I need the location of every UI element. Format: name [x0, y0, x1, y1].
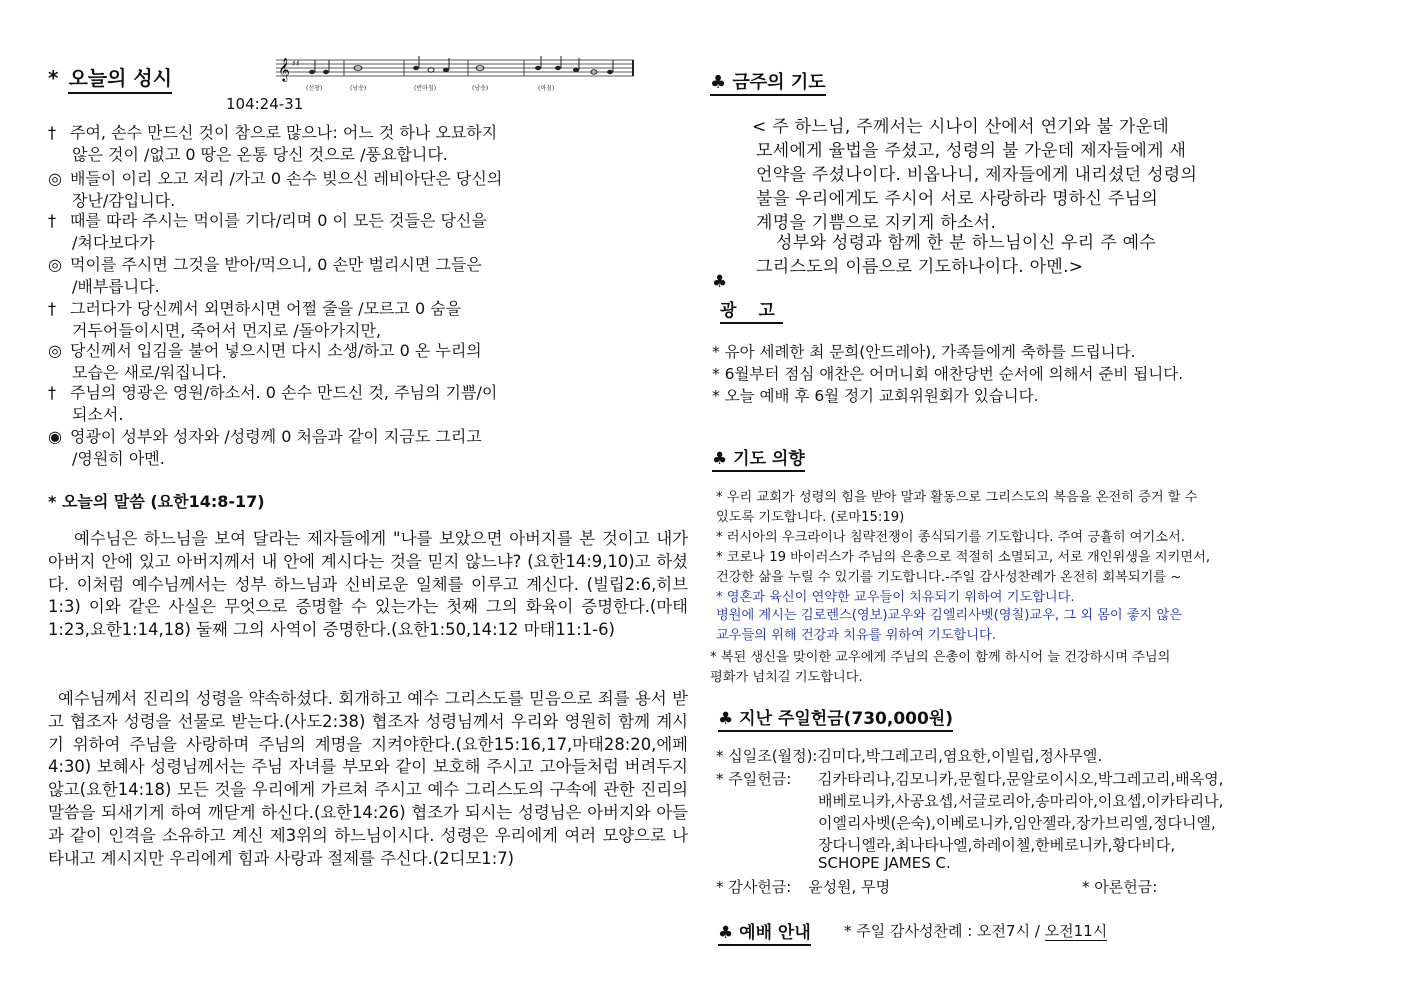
prayer-line: 그리스도의 이름으로 기도하나이다. 아멘.> [756, 257, 1084, 277]
ads-title: 광 고 [720, 296, 783, 321]
note-label-1: (선창) [306, 85, 323, 92]
psalm-line-text: 때를 따라 주시는 먹이를 기다/리며 0 이 모든 것들은 당신을 [70, 211, 487, 230]
intention-line: 병원에 계시는 김로렌스(영보)교우와 김엘리사벳(영칠)교우, 그 외 몸이 좋지 않은 [716, 608, 1182, 623]
svg-text:♯♯: ♯♯ [292, 59, 300, 68]
psalm-line-symbol: † [48, 211, 56, 230]
psalm-line-text: 영광이 성부와 성자와 /성령께 0 처음과 같이 지금도 그리고 [70, 427, 482, 446]
aaron-offering-label: * 아론헌금: [1082, 878, 1158, 896]
prayer-line: 언약을 주셨나이다. 비옵나니, 제자들에게 내리셨던 성령의 [756, 165, 1198, 185]
prayer-line: 불을 우리에게도 주시어 서로 사랑하라 명하신 주님의 [756, 189, 1159, 209]
service-text: * 주일 감사성찬례 : 오전7시 / [844, 922, 1045, 940]
prayer-line: < 주 하느님, 주께서는 시나이 산에서 연기와 불 가운데 [752, 117, 1170, 137]
intention-line: 있도록 기도합니다. (로마15:19) [716, 510, 905, 525]
psalm-line-text: 먹이를 주시면 그것을 받아/먹으니, 0 손만 벌리시면 그들은 [70, 255, 482, 274]
psalm-line-text: 주님의 영광은 영원/하소서. 0 손수 만드신 것, 주님의 기쁨/이 [70, 383, 498, 402]
prayer-title: ♣ 금주의 기도 [710, 68, 826, 94]
club-symbol: ♣ [712, 272, 728, 292]
psalm-line-continuation: 장난/감입니다. [72, 191, 176, 210]
intention-line: * 복된 생신을 맞이한 교우에게 주님의 은총이 함께 하시어 늘 건강하시며 주님의 [710, 650, 1171, 665]
psalm-line-symbol: ◎ [48, 341, 62, 360]
note-label-4: (낭송) [472, 85, 489, 92]
service-title: ♣ 예배 안내 [718, 918, 811, 943]
ad-item: * 6월부터 점심 애찬은 어머니회 애찬당번 순서에 의해서 준비 됩니다. [712, 365, 1184, 383]
psalm-line-symbol: † [48, 383, 56, 402]
psalm-line [48, 338, 482, 361]
word-title: * 오늘의 말씀 (요한14:8-17) [48, 492, 265, 511]
sunday-offering-line: 배베로니카,사공요셉,서글로리아,송마리아,이요셉,이카타리나, [818, 792, 1224, 810]
psalm-line-continuation: /쳐다보다가 [72, 233, 155, 252]
intention-line: 교우들의 위해 건강과 치유를 위하여 기도합니다. [716, 628, 996, 643]
word-paragraph-2: 예수님께서 진리의 성령을 약속하셨다. 회개하고 예수 그리스도를 믿음으로 죄를 용서 받고 협조자 성령을 선물로 받는다.(사도2:38) 협조자 성령님께서 우리와 영원히 함께 계시기 위하여 주님을 사랑하며 주님의 계명을 지켜야한다.(요한15:16,17,마태28:20,에페4:30) 보혜사 성령님께서는 주님 자녀를 부모와 같이 보호해 주시고 고아들처럼 버려두지 않고(요한14:18) 모든 것을 우리에게 가르쳐 주시고 예수 그리스도의 구속에 관한 진리의 말씀을 되새기게 하여 깨닫게 하신다.(요한14:26) 협조가 되시는 성령님은 아버지와 아들과 같이 인격을 소유하고 계신 제3위의 하느님이시다. 성령은 우리에게 여러 모양으로 나타내고 계시지만 우리에게 힘과 사랑과 절제를 주신다.(2디모1:7) [48, 689, 688, 868]
note-label-2: (낭송) [350, 85, 367, 92]
tithe-row [716, 745, 1102, 766]
psalm-line-text: 당신께서 입김을 불어 넣으시면 다시 소생/하고 0 온 누리의 [70, 341, 482, 360]
ad-item: * 오늘 예배 후 6월 정기 교회위원회가 있습니다. [712, 387, 1039, 405]
psalm-reference: 104:24-31 [226, 95, 304, 113]
psalm-line-continuation: /배부릅니다. [72, 277, 160, 296]
note-label-5: (마침) [538, 85, 555, 92]
tithe-names: 김미다,박그레고리,염요한,이빌립,정사무엘. [817, 747, 1103, 765]
psalm-line-symbol: † [48, 123, 56, 142]
word-paragraph-1: 예수님은 하느님을 보여 달라는 제자들에게 "나를 보았으면 아버지를 본 것이고 내가 아버지 안에 있고 아버지께서 내 안에 계시다는 것을 믿지 않느냐? (요한14:9,10)고 하셨다. 이처럼 예수님께서는 성부 하느님과 신비로운 일체를 이루고 계신다. (빌립2:6,히브1:3) 이와 같은 사실은 무엇으로 증명할 수 있는가는 첫째 그의 화육이 증명한다.(마태1:23,요한1:14,18) 둘째 그의 사역이 증명한다.(요한1:50,14:12 마태11:1-6) [48, 529, 688, 640]
thanks-label: * 감사헌금: [716, 878, 792, 896]
sunday-offering-line: SCHOPE JAMES C. [818, 854, 951, 872]
psalm-title [48, 62, 172, 91]
psalm-title-marker: * [48, 66, 59, 90]
psalm-line [48, 252, 482, 275]
thanks-row [716, 876, 890, 897]
music-staff [276, 54, 634, 98]
psalm-line-text: 주여, 손수 만드신 것이 참으로 많으나: 어느 것 하나 오묘하지 [70, 123, 498, 142]
psalm-line-symbol: ◉ [48, 427, 62, 446]
psalm-line-text: 배들이 이리 오고 저리 /가고 0 손수 빚으신 레비아단은 당신의 [70, 169, 503, 188]
intention-line: * 코로나 19 바이러스가 주님의 은총으로 적절히 소멸되고, 서로 개인위생을 지키면서, [716, 550, 1211, 565]
ad-item: * 유아 세례한 최 문희(안드레아), 가족들에게 축하를 드립니다. [712, 343, 1136, 361]
psalm-line [48, 166, 502, 189]
sunday-offering-line: 김카타리나,김모니카,문힐다,문알로이시오,박그레고리,배옥영, [818, 770, 1224, 788]
prayer-line: 모세에게 율법을 주셨고, 성령의 불 가운데 제자들에게 새 [756, 141, 1187, 161]
psalm-line-continuation: 되소서. [72, 405, 124, 424]
intention-line: 건강한 삶을 누릴 수 있기를 기도합니다.-주일 감사성찬례가 온전히 회복되기를 ~ [716, 570, 1182, 585]
prayer-line: 성부와 성령과 함께 한 분 하느님이신 우리 주 예수 [776, 233, 1157, 253]
psalm-line [48, 380, 497, 403]
intention-line: * 영혼과 육신이 연약한 교우들이 치유되기 위하여 기도합니다. [716, 590, 1075, 605]
note-label-3: (반마침) [414, 85, 437, 92]
psalm-title-text: 오늘의 성시 [68, 66, 172, 94]
prayer-line: 계명을 기쁨으로 지키게 하소서. [756, 213, 997, 233]
psalm-line-continuation: 않은 것이 /없고 0 땅은 온통 당신 것으로 /풍요합니다. [72, 145, 448, 164]
psalm-line-continuation: /영원히 아멘. [72, 449, 165, 468]
sunday-offering-line: 장다니엘라,최나타나엘,하레이첼,한베로니카,황다비다, [818, 836, 1176, 854]
psalm-line-symbol: ◎ [48, 255, 62, 274]
psalm-line-symbol: ◎ [48, 169, 62, 188]
psalm-line [48, 120, 497, 143]
service-info [844, 920, 1107, 941]
psalm-line [48, 424, 482, 447]
psalm-line-text: 그러다가 당신께서 외면하시면 어쩔 줄을 /모르고 0 숨을 [70, 299, 462, 318]
psalm-line-symbol: † [48, 299, 56, 318]
intention-line: * 우리 교회가 성령의 힘을 받아 말과 활동으로 그리스도의 복음을 온전히 증거 할 수 [716, 490, 1198, 505]
intention-line: * 러시아의 우크라이나 침략전쟁이 종식되기를 기도합니다. 주여 긍휼히 여기소서. [716, 530, 1185, 545]
tithe-label: * 십일조(월정): [716, 747, 818, 765]
intention-line: 평화가 넘치길 기도합니다. [710, 670, 863, 685]
offering-title: ♣ 지난 주일헌금(730,000원) [718, 704, 953, 729]
psalm-line-continuation: 거두어들이시면, 죽어서 먼지로 /돌아가지만, [72, 321, 382, 340]
sunday-offering-label: * 주일헌금: [716, 770, 792, 788]
service-time-11: 오전11시 [1044, 922, 1108, 940]
thanks-names: 윤성원, 무명 [808, 878, 891, 896]
psalm-line [48, 296, 461, 319]
intentions-title: ♣ 기도 의향 [712, 444, 805, 469]
sunday-offering-line: 이엘리사벳(은숙),이베로니카,임안젤라,장가브리엘,정다니엘, [818, 814, 1216, 832]
svg-text:𝄞: 𝄞 [278, 57, 290, 81]
psalm-line [48, 208, 487, 231]
psalm-line-continuation: 모습은 새로/워집니다. [72, 363, 227, 382]
